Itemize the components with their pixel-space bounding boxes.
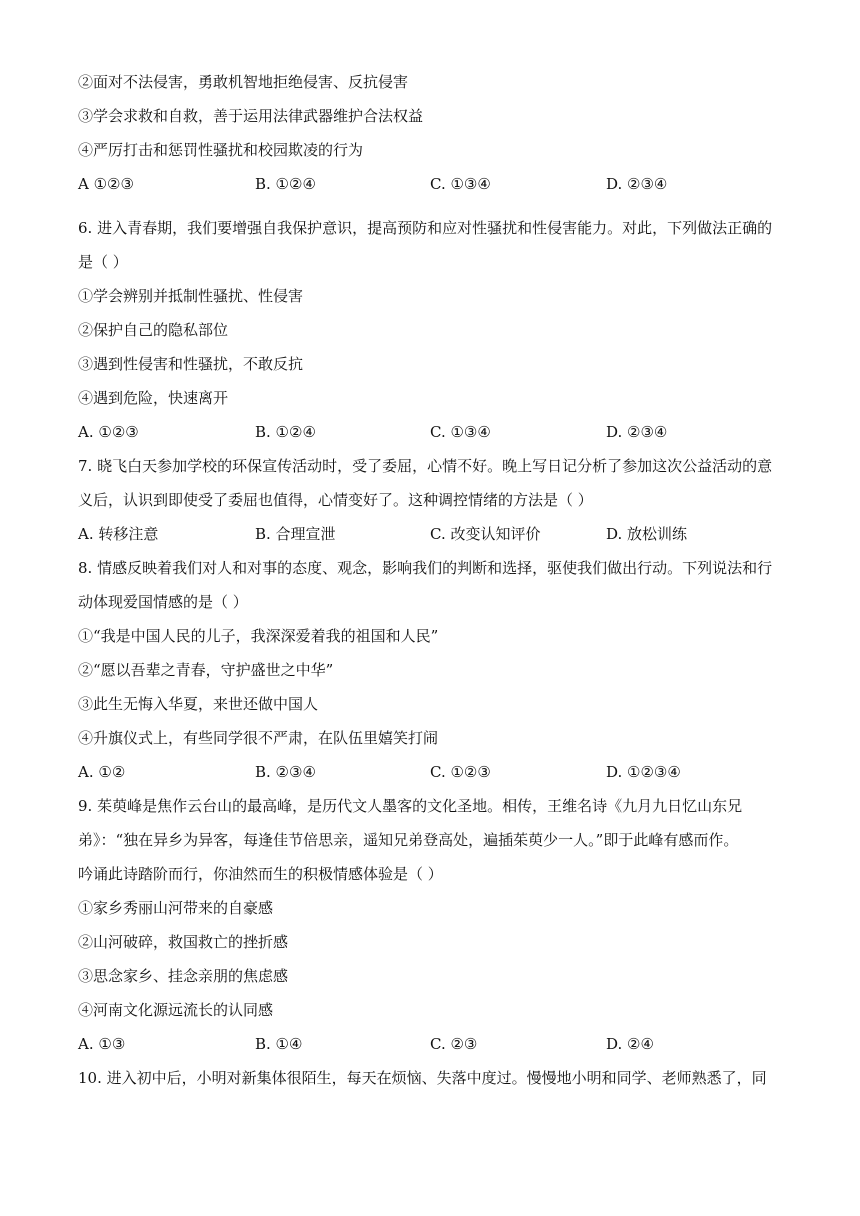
q8-item-1: ①“我是中国人民的儿子，我深深爱着我的祖国和人民” xyxy=(78,627,439,645)
q5-item-3: ③学会求救和自救，善于运用法律武器维护合法权益 xyxy=(78,107,424,125)
q5-option-c[interactable]: C. ①③④ xyxy=(430,175,491,193)
q7-options xyxy=(78,524,798,544)
q9-item-1: ①家乡秀丽山河带来的自豪感 xyxy=(78,899,274,917)
q8-item-2: ②“愿以吾辈之青春，守护盛世之中华” xyxy=(78,661,334,679)
q6-stem-line-1: 6. 进入青春期，我们要增强自我保护意识，提高预防和应对性骚扰和性侵害能力。对此，下列做法正确的 xyxy=(78,219,773,237)
q5-option-d[interactable]: D. ②③④ xyxy=(606,175,668,193)
q8-stem-line-1: 8. 情感反映着我们对人和对事的态度、观念，影响我们的判断和选择，驱使我们做出行动。下列说法和行 xyxy=(78,559,773,577)
q7-option-c[interactable]: C. 改变认知评价 xyxy=(430,525,541,543)
q8-option-a[interactable]: A. ①② xyxy=(78,763,126,781)
q7-option-a[interactable]: A. 转移注意 xyxy=(78,525,159,543)
q8-options xyxy=(78,762,798,782)
q6-item-3: ③遇到性侵害和性骚扰，不敢反抗 xyxy=(78,355,304,373)
q5-options xyxy=(78,174,798,194)
q8-option-c[interactable]: C. ①②③ xyxy=(430,763,491,781)
q5-option-b[interactable]: B. ①②④ xyxy=(255,175,316,193)
q6-stem-line-2: 是（ ） xyxy=(78,253,128,271)
q7-option-b[interactable]: B. 合理宣泄 xyxy=(255,525,336,543)
q6-item-2: ②保护自己的隐私部位 xyxy=(78,321,229,339)
q9-option-b[interactable]: B. ①④ xyxy=(255,1035,303,1053)
q8-stem-line-2: 动体现爱国情感的是（ ） xyxy=(78,593,248,611)
q10-stem-line-1: 10. 进入初中后，小明对新集体很陌生，每天在烦恼、失落中度过。慢慢地小明和同学、老师熟悉了，同 xyxy=(78,1069,767,1087)
q6-option-a[interactable]: A. ①②③ xyxy=(78,423,139,441)
q8-option-d[interactable]: D. ①②③④ xyxy=(606,763,681,781)
q6-item-4: ④遇到危险，快速离开 xyxy=(78,389,229,407)
q9-option-c[interactable]: C. ②③ xyxy=(430,1035,478,1053)
q9-item-4: ④河南文化源远流长的认同感 xyxy=(78,1001,274,1019)
q9-stem-line-3: 吟诵此诗踏阶而行，你油然而生的积极情感体验是（ ） xyxy=(78,865,443,883)
q9-option-a[interactable]: A. ①③ xyxy=(78,1035,126,1053)
q7-stem-line-1: 7. 晓飞白天参加学校的环保宣传活动时，受了委屈，心情不好。晚上写日记分析了参加这次公益活动的意 xyxy=(78,457,773,475)
q6-option-b[interactable]: B. ①②④ xyxy=(255,423,316,441)
q6-options xyxy=(78,422,798,442)
q7-option-d[interactable]: D. 放松训练 xyxy=(606,525,688,543)
q9-stem-line-1: 9. 茱萸峰是焦作云台山的最高峰，是历代文人墨客的文化圣地。相传，王维名诗《九月九日忆山东兄 xyxy=(78,797,743,815)
q8-item-4: ④升旗仪式上，有些同学很不严肃，在队伍里嬉笑打闹 xyxy=(78,729,439,747)
q5-item-4: ④严厉打击和惩罚性骚扰和校园欺凌的行为 xyxy=(78,141,364,159)
q9-item-3: ③思念家乡、挂念亲朋的焦虑感 xyxy=(78,967,289,985)
q9-options xyxy=(78,1034,798,1054)
q5-option-a[interactable]: A ①②③ xyxy=(78,175,134,193)
q7-stem-line-2: 义后，认识到即使受了委屈也值得，心情变好了。这种调控情绪的方法是（ ） xyxy=(78,491,593,509)
q5-item-2: ②面对不法侵害，勇敢机智地拒绝侵害、反抗侵害 xyxy=(78,73,409,91)
q9-item-2: ②山河破碎，救国救亡的挫折感 xyxy=(78,933,289,951)
q8-item-3: ③此生无悔入华夏，来世还做中国人 xyxy=(78,695,319,713)
q9-stem-line-2: 弟》：“独在异乡为异客，每逢佳节倍思亲，遥知兄弟登高处，遍插茱萸少一人。”即于此峰有感而作。 xyxy=(78,831,739,849)
q6-item-1: ①学会辨别并抵制性骚扰、性侵害 xyxy=(78,287,304,305)
q8-option-b[interactable]: B. ②③④ xyxy=(255,763,316,781)
q6-option-d[interactable]: D. ②③④ xyxy=(606,423,668,441)
q6-option-c[interactable]: C. ①③④ xyxy=(430,423,491,441)
q9-option-d[interactable]: D. ②④ xyxy=(606,1035,654,1053)
